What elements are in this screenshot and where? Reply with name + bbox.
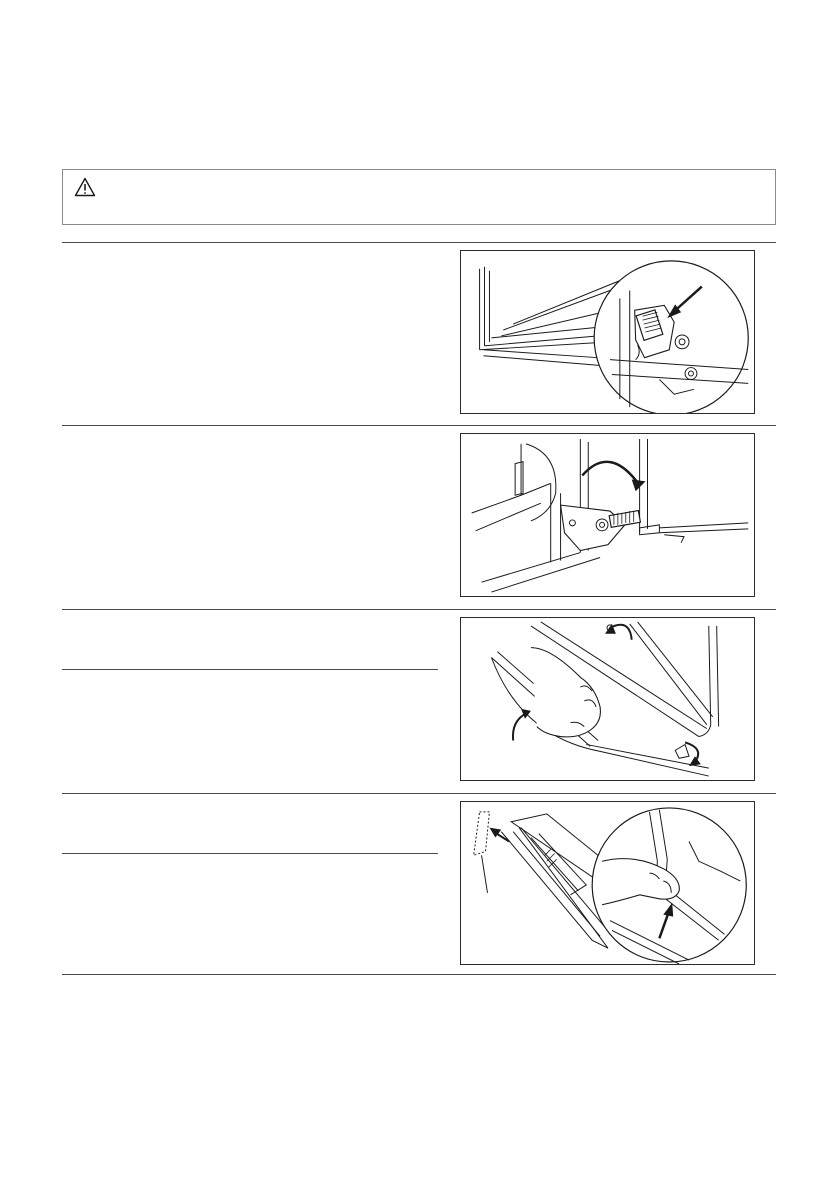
separator-step-3 bbox=[62, 609, 776, 610]
door-hinge-lever-image bbox=[460, 250, 755, 414]
warning-notice bbox=[62, 169, 776, 225]
separator-end bbox=[62, 974, 776, 975]
door-lift-remove-image bbox=[460, 617, 755, 781]
hinge-lever-rotate-image bbox=[460, 433, 755, 597]
separator-step-4 bbox=[62, 793, 776, 794]
separator-step-2 bbox=[62, 425, 776, 426]
separator-step-1 bbox=[62, 242, 776, 243]
warning-triangle-icon bbox=[74, 177, 96, 197]
separator-step-3b bbox=[62, 669, 438, 670]
door-glass-panel-remove-image bbox=[460, 801, 755, 965]
separator-step-4b bbox=[62, 853, 438, 854]
